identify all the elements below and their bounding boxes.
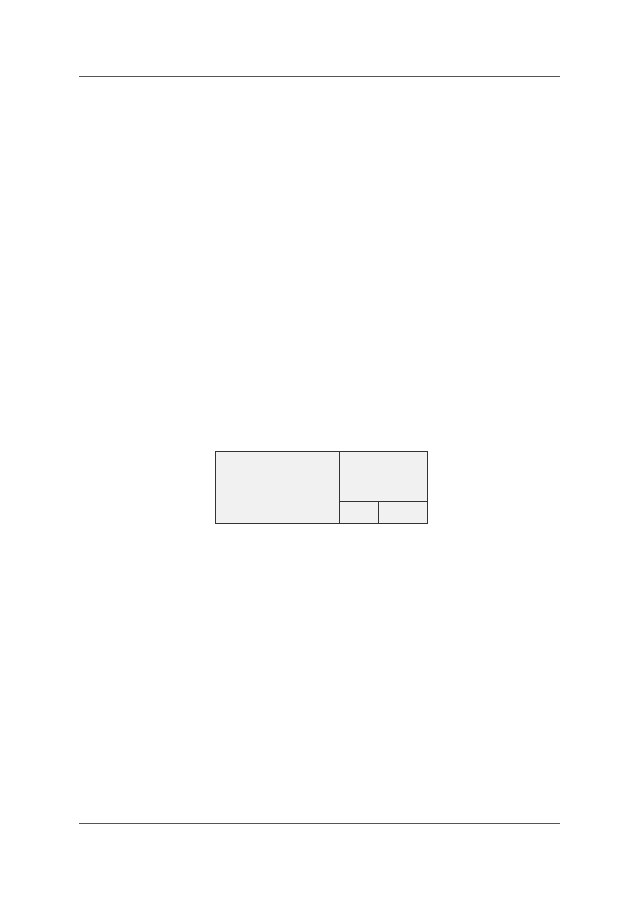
header-f	[379, 502, 428, 524]
scatter-chart	[170, 170, 500, 402]
footer-rule	[79, 823, 560, 824]
body-paragraph	[79, 86, 560, 101]
table-header-row	[216, 452, 428, 502]
header-equation	[216, 452, 340, 524]
chart-svg	[170, 170, 500, 402]
header-model-summary	[340, 452, 428, 502]
regression-table-image	[215, 451, 428, 816]
regression-table	[215, 451, 428, 524]
header-r2	[340, 502, 379, 524]
header-rule	[79, 76, 560, 77]
